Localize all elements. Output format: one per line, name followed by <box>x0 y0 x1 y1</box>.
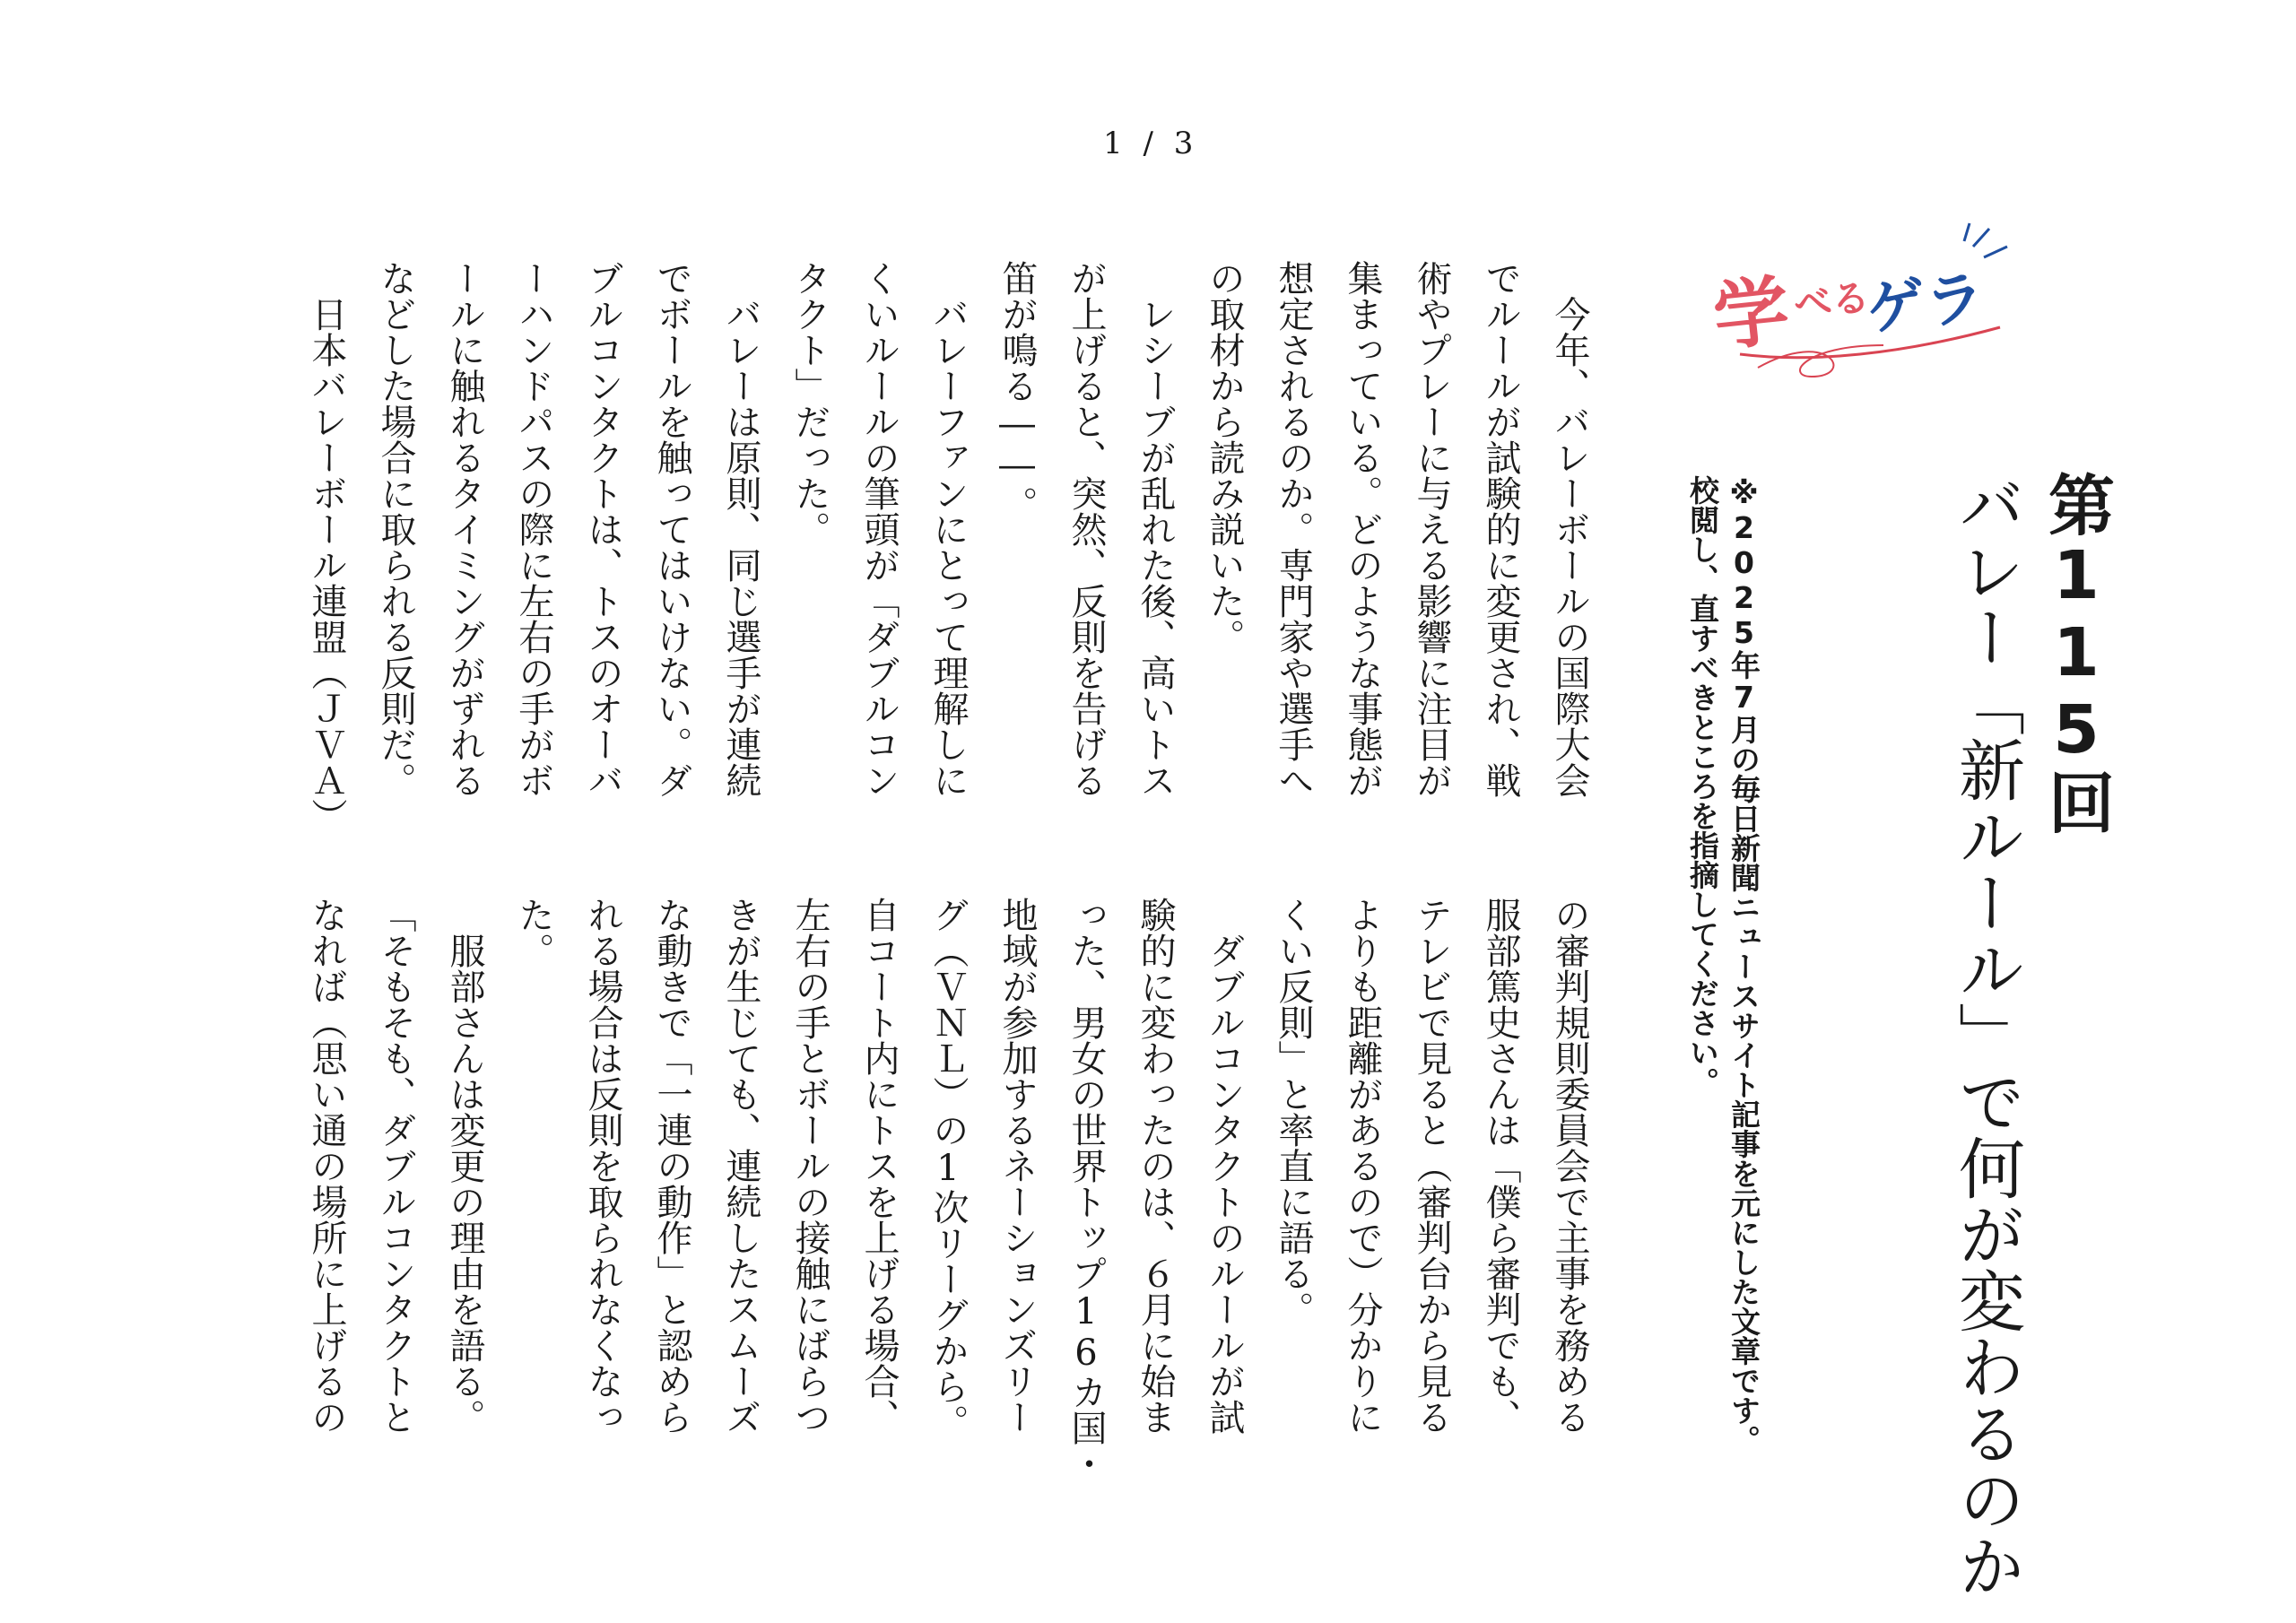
logo-text-beru: べる <box>1791 274 1872 327</box>
body-line: でボールを触ってはいけない。ダ <box>651 260 692 798</box>
body-line: なれば（思い通の場所に上げるの <box>306 897 347 1435</box>
body-line: 左右の手とボールの接触にばらつ <box>789 897 831 1435</box>
body-line: くいルールの筆頭が「ダブルコン <box>858 260 900 798</box>
body-line: くい反則」と率直に語る。 <box>1273 897 1314 1327</box>
body-line: よりも距離があるので）分かりに <box>1342 897 1383 1435</box>
episode-number: 第115回 <box>2038 471 2115 835</box>
body-line: きが生じても、連続したスムーズ <box>720 897 761 1435</box>
body-line: 服部篤史さんは「僕ら審判でも、 <box>1480 897 1521 1435</box>
body-line: バレーファンにとって理解しに <box>927 260 969 798</box>
manaberu-gera-logo <box>1704 220 2027 399</box>
headline: バレー「新ルール」で何が変わるのか <box>1948 471 2025 1599</box>
body-line: バレーは原則、同じ選手が連続 <box>720 260 761 798</box>
body-line: の取材から読み説いた。 <box>1204 260 1245 655</box>
body-line: が上げると、突然、反則を告げる <box>1065 260 1107 798</box>
body-line: な動きで「一連の動作」と認めら <box>651 897 692 1435</box>
body-line: ブルコンタクトは、トスのオーバ <box>582 260 623 798</box>
body-line: 集まっている。どのような事態が <box>1342 260 1383 798</box>
article-title <box>1942 471 2121 1599</box>
body-line: 験的に変わったのは、６月に始ま <box>1135 897 1176 1435</box>
body-line: った、男女の世界トップ16カ国・ <box>1065 897 1107 1481</box>
logo-text-gera: ゲラ <box>1862 263 1988 344</box>
body-line: 「そもそも、ダブルコンタクトと <box>375 897 416 1435</box>
body-line: でルールが試験的に変更され、戦 <box>1480 260 1521 798</box>
body-line: 今年、バレーボールの国際大会 <box>1549 260 1590 798</box>
body-line: などした場合に取られる反則だ。 <box>375 260 416 798</box>
body-line: 術やプレーに与える影響に注目が <box>1411 260 1452 798</box>
body-line: 地域が参加するネーションズリー <box>996 897 1038 1435</box>
logo-text-manabu: 学 <box>1709 265 1794 362</box>
exercise-notice <box>1682 475 1764 1454</box>
notice-line-1: ※2025年7月の毎日新聞ニュースサイト記事を元にした文章です。 <box>1726 475 1761 1454</box>
body-line: 服部さんは変更の理由を語る。 <box>444 897 485 1435</box>
body-line: 自コート内にトスを上げる場合、 <box>858 897 900 1435</box>
body-line: の審判規則委員会で主事を務める <box>1549 897 1590 1435</box>
body-line: 日本バレーボール連盟（ＪＶＡ） <box>306 260 347 834</box>
body-line: ールに触れるタイミングがずれる <box>444 260 485 798</box>
body-line: た。 <box>513 897 554 968</box>
body-line: タクト」だった。 <box>789 260 831 547</box>
body-line: 笛が鳴る――。 <box>996 260 1038 522</box>
body-line: れる場合は反則を取られなくなっ <box>582 897 623 1435</box>
body-line: 想定されるのか。専門家や選手へ <box>1273 260 1314 798</box>
body-line: ーハンドパスの際に左右の手がボ <box>513 260 554 798</box>
page-number: 1 / 3 <box>1103 126 1199 161</box>
body-line: グ（ＶＮＬ）の1次リーグから。 <box>927 897 969 1440</box>
body-line: レシーブが乱れた後、高いトス <box>1135 260 1176 798</box>
notice-line-2: 校閲し、直すべきところを指摘してください。 <box>1685 475 1720 1097</box>
body-line: ダブルコンタクトのルールが試 <box>1204 897 1245 1435</box>
body-line: テレビで見ると（審判台から見る <box>1411 897 1452 1435</box>
